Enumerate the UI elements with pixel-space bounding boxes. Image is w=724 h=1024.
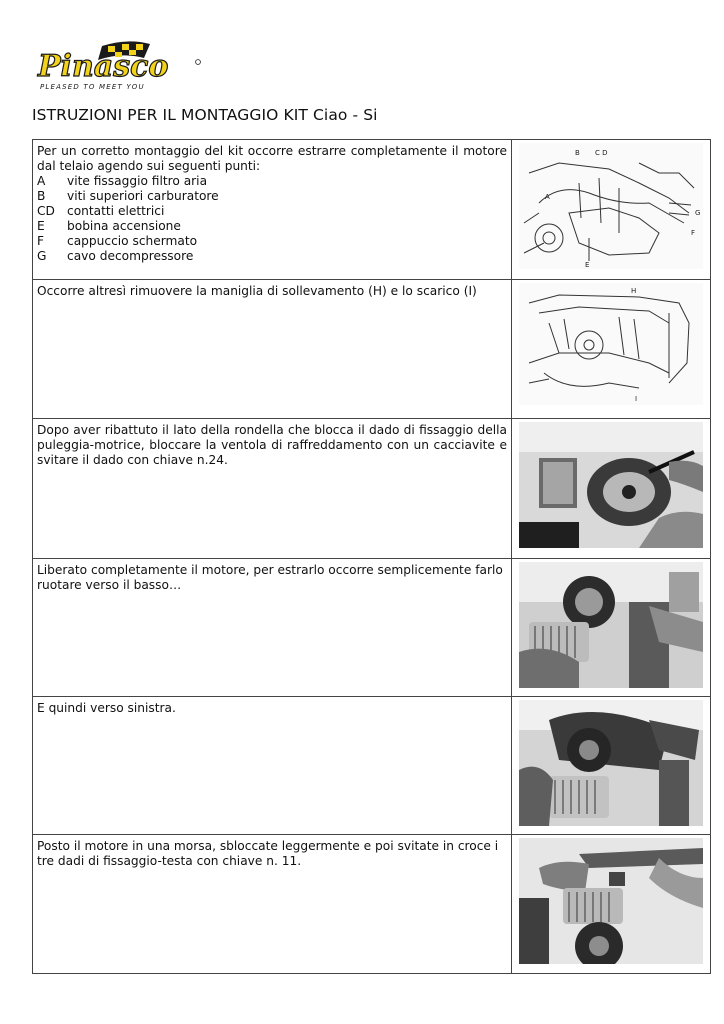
pulley-removal-photo: [519, 422, 703, 548]
item-key: F: [37, 234, 45, 248]
step-row: [33, 140, 711, 280]
figure-label-h: H: [631, 287, 637, 295]
engine-lowering-photo: [519, 562, 703, 688]
item-text: vite fissaggio filtro aria: [67, 174, 208, 188]
page-title: ISTRUZIONI PER IL MONTAGGIO KIT Ciao - Si: [32, 106, 378, 124]
item-key: B: [37, 189, 46, 203]
parts-list: [37, 174, 507, 264]
item-key: A: [37, 174, 46, 188]
figure-label-b: B: [575, 149, 580, 157]
pinasco-logo: [32, 36, 204, 94]
brand-wordmark: Pinasco: [38, 49, 169, 84]
item-key: G: [37, 249, 47, 263]
pinasco-logo-graphic: [32, 36, 204, 94]
step-figure-cell: [512, 280, 711, 419]
step-row: [33, 419, 711, 559]
step-text: Dopo aver ribattuto il lato della rondella che blocca il dado di fissaggio della puleggia-motrice, bloccare la ventola di raffreddamento con un cacciavite e svitare il dado con chiave n.24.: [37, 423, 507, 467]
step-row: [33, 835, 711, 974]
item-text: cavo decompressore: [67, 249, 194, 263]
step-text: Liberato completamente il motore, per estrarlo occorre semplicemente farlo ruotare verso il basso…: [37, 563, 503, 592]
step-text-cell: [33, 140, 512, 280]
figure-label-i: I: [635, 395, 638, 403]
engine-left-photo: [519, 700, 703, 826]
list-item: [37, 234, 507, 249]
step-row: [33, 559, 711, 697]
step-text-cell: [33, 559, 512, 697]
step-figure-cell: [512, 140, 711, 280]
instructions-table: [32, 139, 711, 974]
step-figure-cell: [512, 697, 711, 835]
step-text-cell: [33, 280, 512, 419]
list-item: [37, 204, 507, 219]
brand-tagline: PLEASED TO MEET YOU: [40, 83, 145, 91]
list-item: [37, 189, 507, 204]
item-key: E: [37, 219, 45, 233]
list-item: [37, 219, 507, 234]
step-text: Occorre altresì rimuovere la maniglia di sollevamento (H) e lo scarico (I): [37, 284, 477, 298]
item-text: contatti elettrici: [67, 204, 165, 218]
figure-label-f: F: [691, 229, 696, 237]
step-text: E quindi verso sinistra.: [37, 701, 176, 715]
step-figure-cell: [512, 419, 711, 559]
step-text: Posto il motore in una morsa, sbloccate leggermente e poi svitate in croce i tre dadi di fissaggio-testa con chiave n. 11.: [37, 839, 499, 868]
step-text-cell: [33, 835, 512, 974]
step-figure-cell: [512, 559, 711, 697]
step-intro: Per un corretto montaggio del kit occorre estrarre completamente il motore dal telaio agendo sui seguenti punti:: [37, 144, 507, 173]
figure-label-a: A: [545, 193, 550, 201]
step-figure-cell: [512, 835, 711, 974]
item-key: CD: [37, 204, 55, 218]
item-text: viti superiori carburatore: [67, 189, 219, 203]
step-text-cell: [33, 697, 512, 835]
item-text: bobina accensione: [67, 219, 181, 233]
item-text: cappuccio schermato: [67, 234, 198, 248]
list-item: [37, 249, 507, 264]
figure-label-g: G: [695, 209, 701, 217]
figure-label-e: E: [585, 261, 590, 269]
head-nuts-photo: [519, 838, 703, 964]
exhaust-diagram-figure: [519, 283, 703, 405]
engine-diagram-figure: [519, 143, 703, 269]
step-text-cell: [33, 419, 512, 559]
step-row: [33, 697, 711, 835]
step-row: [33, 280, 711, 419]
list-item: [37, 174, 507, 189]
figure-label-cd: C D: [595, 149, 608, 157]
